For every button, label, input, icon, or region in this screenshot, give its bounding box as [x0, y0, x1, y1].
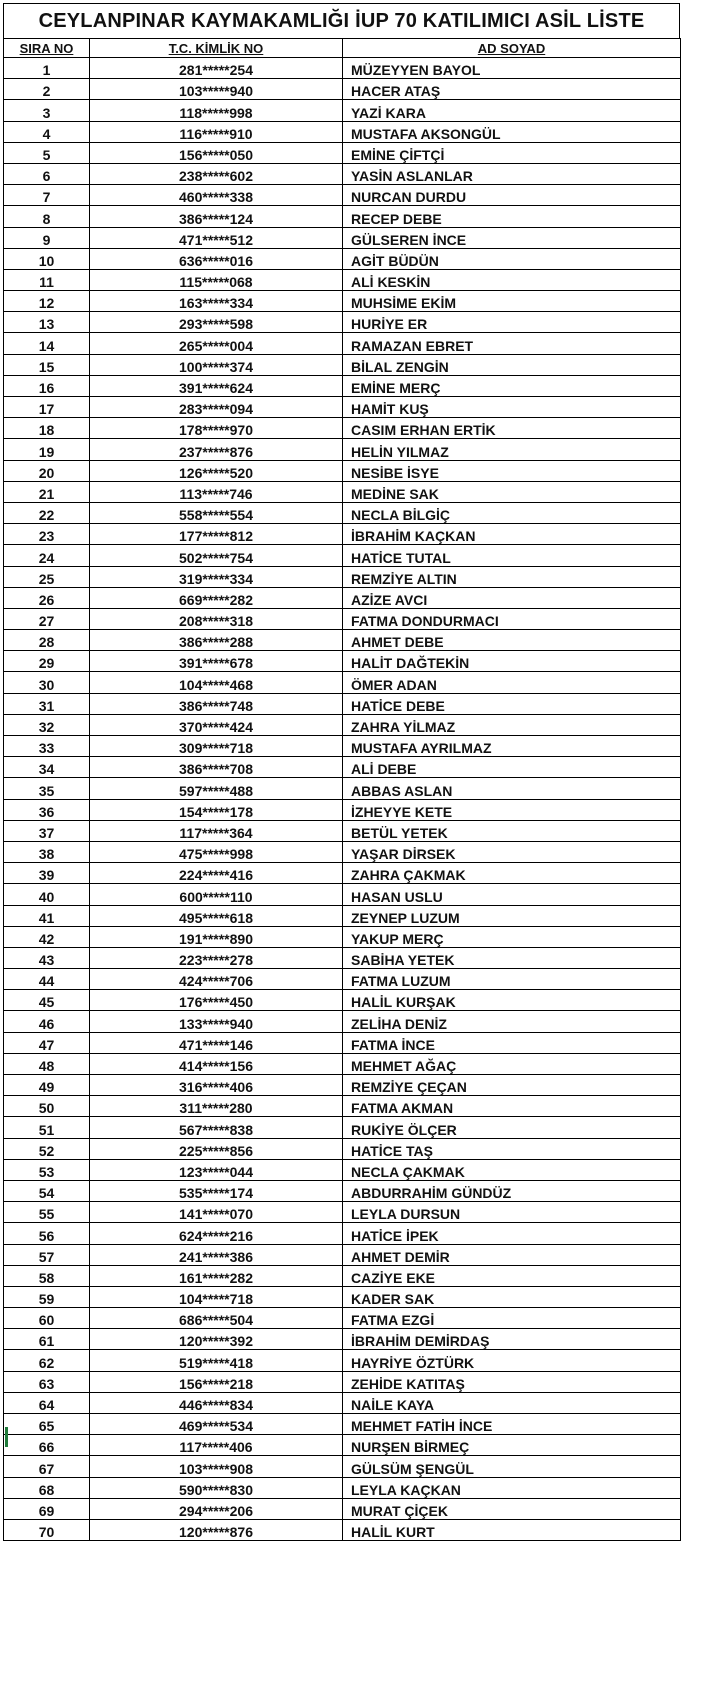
- tc-kimlik-no-cell[interactable]: 118*****998: [90, 100, 343, 121]
- table-row: [4, 714, 681, 735]
- ad-soyad-cell[interactable]: ABBAS ASLAN: [343, 778, 681, 799]
- tc-kimlik-no-cell[interactable]: 424*****706: [90, 969, 343, 990]
- table-row: [4, 820, 681, 841]
- tc-kimlik-no-cell[interactable]: 100*****374: [90, 354, 343, 375]
- ad-soyad-cell[interactable]: FATMA AKMAN: [343, 1096, 681, 1117]
- sira-no-cell[interactable]: 54: [4, 1180, 90, 1201]
- table-row: [4, 439, 681, 460]
- sira-no-cell[interactable]: 56: [4, 1223, 90, 1244]
- sira-no-cell[interactable]: 31: [4, 693, 90, 714]
- ad-soyad-cell[interactable]: HURİYE ER: [343, 312, 681, 333]
- sira-no-cell[interactable]: 21: [4, 481, 90, 502]
- sira-no-cell[interactable]: 9: [4, 227, 90, 248]
- table-row: [4, 1117, 681, 1138]
- sira-no-cell[interactable]: 49: [4, 1075, 90, 1096]
- sira-no-cell[interactable]: 7: [4, 185, 90, 206]
- tc-kimlik-no-cell[interactable]: 475*****998: [90, 841, 343, 862]
- sira-no-cell[interactable]: 63: [4, 1371, 90, 1392]
- sira-no-cell[interactable]: 60: [4, 1308, 90, 1329]
- table-row: [4, 1075, 681, 1096]
- sira-no-cell[interactable]: 52: [4, 1138, 90, 1159]
- table-row: [4, 947, 681, 968]
- table-row: [4, 608, 681, 629]
- table-row: [4, 545, 681, 566]
- sira-no-cell[interactable]: 45: [4, 990, 90, 1011]
- ad-soyad-cell[interactable]: ALİ KESKİN: [343, 269, 681, 290]
- sira-no-cell[interactable]: 70: [4, 1519, 90, 1540]
- tc-kimlik-no-cell[interactable]: 600*****110: [90, 884, 343, 905]
- tc-kimlik-no-cell[interactable]: 176*****450: [90, 990, 343, 1011]
- ad-soyad-cell[interactable]: MÜZEYYEN BAYOL: [343, 58, 681, 79]
- sira-no-cell[interactable]: 41: [4, 905, 90, 926]
- table-row: [4, 1308, 681, 1329]
- ad-soyad-cell[interactable]: NURŞEN BİRMEÇ: [343, 1435, 681, 1456]
- ad-soyad-cell[interactable]: RAMAZAN EBRET: [343, 333, 681, 354]
- sira-no-cell[interactable]: 10: [4, 248, 90, 269]
- sira-no-cell[interactable]: 55: [4, 1202, 90, 1223]
- tc-kimlik-no-cell[interactable]: 495*****618: [90, 905, 343, 926]
- table-row: [4, 926, 681, 947]
- table-row: [4, 481, 681, 502]
- tc-kimlik-no-cell[interactable]: 117*****364: [90, 820, 343, 841]
- sira-no-cell[interactable]: 27: [4, 608, 90, 629]
- tc-kimlik-no-cell[interactable]: 519*****418: [90, 1350, 343, 1371]
- tc-kimlik-no-cell[interactable]: 469*****534: [90, 1414, 343, 1435]
- ad-soyad-cell[interactable]: RUKİYE ÖLÇER: [343, 1117, 681, 1138]
- ad-soyad-cell[interactable]: YAKUP MERÇ: [343, 926, 681, 947]
- ad-soyad-cell[interactable]: ZELİHA DENİZ: [343, 1011, 681, 1032]
- ad-soyad-cell[interactable]: İBRAHİM KAÇKAN: [343, 524, 681, 545]
- sira-no-cell[interactable]: 46: [4, 1011, 90, 1032]
- tc-kimlik-no-cell[interactable]: 113*****746: [90, 481, 343, 502]
- ad-soyad-cell[interactable]: HAMİT KUŞ: [343, 397, 681, 418]
- table-row: [4, 672, 681, 693]
- tc-kimlik-no-cell[interactable]: 225*****856: [90, 1138, 343, 1159]
- sira-no-cell[interactable]: 62: [4, 1350, 90, 1371]
- tc-kimlik-no-cell[interactable]: 103*****908: [90, 1456, 343, 1477]
- ad-soyad-cell[interactable]: YAZİ KARA: [343, 100, 681, 121]
- table-row: [4, 1244, 681, 1265]
- tc-kimlik-no-cell[interactable]: 590*****830: [90, 1477, 343, 1498]
- tc-kimlik-no-cell[interactable]: 311*****280: [90, 1096, 343, 1117]
- ad-soyad-cell[interactable]: HALİL KURŞAK: [343, 990, 681, 1011]
- sira-no-cell[interactable]: 22: [4, 502, 90, 523]
- table-row: [4, 248, 681, 269]
- table-row: [4, 312, 681, 333]
- tc-kimlik-no-cell[interactable]: 115*****068: [90, 269, 343, 290]
- tc-kimlik-no-cell[interactable]: 309*****718: [90, 736, 343, 757]
- table-row: [4, 1414, 681, 1435]
- sira-no-cell[interactable]: 5: [4, 142, 90, 163]
- ad-soyad-cell[interactable]: GÜLSEREN İNCE: [343, 227, 681, 248]
- table-row: [4, 1371, 681, 1392]
- sira-no-cell[interactable]: 8: [4, 206, 90, 227]
- table-row: [4, 1477, 681, 1498]
- sira-no-cell[interactable]: 35: [4, 778, 90, 799]
- ad-soyad-cell[interactable]: REMZİYE ÇEÇAN: [343, 1075, 681, 1096]
- ad-soyad-cell[interactable]: ALİ DEBE: [343, 757, 681, 778]
- table-row: [4, 736, 681, 757]
- ad-soyad-cell[interactable]: HAYRİYE ÖZTÜRK: [343, 1350, 681, 1371]
- table-body: [4, 58, 681, 1541]
- sira-no-cell[interactable]: 2: [4, 79, 90, 100]
- sira-no-cell[interactable]: 50: [4, 1096, 90, 1117]
- table-row: [4, 354, 681, 375]
- ad-soyad-cell[interactable]: ZAHRA ÇAKMAK: [343, 863, 681, 884]
- tc-kimlik-no-cell[interactable]: 123*****044: [90, 1159, 343, 1180]
- sira-no-cell[interactable]: 33: [4, 736, 90, 757]
- table-row: [4, 1286, 681, 1307]
- ad-soyad-cell[interactable]: FATMA EZGİ: [343, 1308, 681, 1329]
- sira-no-cell[interactable]: 32: [4, 714, 90, 735]
- tc-kimlik-no-cell[interactable]: 502*****754: [90, 545, 343, 566]
- tc-kimlik-no-cell[interactable]: 319*****334: [90, 566, 343, 587]
- tc-kimlik-no-cell[interactable]: 624*****216: [90, 1223, 343, 1244]
- table-row: [4, 587, 681, 608]
- ad-soyad-cell[interactable]: BETÜL YETEK: [343, 820, 681, 841]
- ad-soyad-cell[interactable]: AGİT BÜDÜN: [343, 248, 681, 269]
- ad-soyad-cell[interactable]: HACER ATAŞ: [343, 79, 681, 100]
- participant-table: [3, 38, 681, 1541]
- tc-kimlik-no-cell[interactable]: 414*****156: [90, 1053, 343, 1074]
- tc-kimlik-no-cell[interactable]: 126*****520: [90, 460, 343, 481]
- tc-kimlik-no-cell[interactable]: 238*****602: [90, 163, 343, 184]
- sira-no-cell[interactable]: 64: [4, 1392, 90, 1413]
- table-row: [4, 693, 681, 714]
- ad-soyad-cell[interactable]: EMİNE MERÇ: [343, 375, 681, 396]
- sira-no-cell[interactable]: 14: [4, 333, 90, 354]
- sira-no-cell[interactable]: 38: [4, 841, 90, 862]
- table-row: [4, 1435, 681, 1456]
- tc-kimlik-no-cell[interactable]: 223*****278: [90, 947, 343, 968]
- ad-soyad-cell[interactable]: GÜLSÜM ŞENGÜL: [343, 1456, 681, 1477]
- table-row: [4, 1392, 681, 1413]
- ad-soyad-cell[interactable]: ZEYNEP LUZUM: [343, 905, 681, 926]
- ad-soyad-cell[interactable]: HATİCE DEBE: [343, 693, 681, 714]
- sira-no-cell[interactable]: 47: [4, 1032, 90, 1053]
- table-row: [4, 1011, 681, 1032]
- tc-kimlik-no-cell[interactable]: 104*****468: [90, 672, 343, 693]
- tc-kimlik-no-cell[interactable]: 471*****146: [90, 1032, 343, 1053]
- tc-kimlik-no-cell[interactable]: 161*****282: [90, 1265, 343, 1286]
- ad-soyad-cell[interactable]: NESİBE İSYE: [343, 460, 681, 481]
- ad-soyad-cell[interactable]: MUSTAFA AKSONGÜL: [343, 121, 681, 142]
- ad-soyad-cell[interactable]: HATİCE İPEK: [343, 1223, 681, 1244]
- tc-kimlik-no-cell[interactable]: 294*****206: [90, 1498, 343, 1519]
- table-row: [4, 1159, 681, 1180]
- sira-no-cell[interactable]: 69: [4, 1498, 90, 1519]
- table-row: [4, 1223, 681, 1244]
- table-row: [4, 502, 681, 523]
- tc-kimlik-no-cell[interactable]: 224*****416: [90, 863, 343, 884]
- ad-soyad-cell[interactable]: YASİN ASLANLAR: [343, 163, 681, 184]
- table-row: [4, 79, 681, 100]
- tc-kimlik-no-cell[interactable]: 154*****178: [90, 799, 343, 820]
- sira-no-cell[interactable]: 66: [4, 1435, 90, 1456]
- tc-kimlik-no-cell[interactable]: 386*****124: [90, 206, 343, 227]
- tc-kimlik-no-cell[interactable]: 669*****282: [90, 587, 343, 608]
- table-row: [4, 1456, 681, 1477]
- sira-no-cell[interactable]: 1: [4, 58, 90, 79]
- tc-kimlik-no-cell[interactable]: 116*****910: [90, 121, 343, 142]
- tc-kimlik-no-cell[interactable]: 567*****838: [90, 1117, 343, 1138]
- sira-no-cell[interactable]: 68: [4, 1477, 90, 1498]
- table-row: [4, 269, 681, 290]
- table-row: [4, 397, 681, 418]
- sira-no-cell[interactable]: 57: [4, 1244, 90, 1265]
- sira-no-cell[interactable]: 65: [4, 1414, 90, 1435]
- ad-soyad-cell[interactable]: KADER SAK: [343, 1286, 681, 1307]
- table-row: [4, 863, 681, 884]
- sira-no-cell[interactable]: 4: [4, 121, 90, 142]
- tc-kimlik-no-cell[interactable]: 156*****218: [90, 1371, 343, 1392]
- table-row: [4, 100, 681, 121]
- sira-no-cell[interactable]: 15: [4, 354, 90, 375]
- sira-no-cell[interactable]: 13: [4, 312, 90, 333]
- table-row: [4, 1350, 681, 1371]
- ad-soyad-cell[interactable]: ABDURRAHİM GÜNDÜZ: [343, 1180, 681, 1201]
- sira-no-cell[interactable]: 3: [4, 100, 90, 121]
- sira-no-cell[interactable]: 59: [4, 1286, 90, 1307]
- ad-soyad-cell[interactable]: AZİZE AVCI: [343, 587, 681, 608]
- tc-kimlik-no-cell[interactable]: 535*****174: [90, 1180, 343, 1201]
- table-row: [4, 757, 681, 778]
- ad-soyad-cell[interactable]: MEDİNE SAK: [343, 481, 681, 502]
- tc-kimlik-no-cell[interactable]: 133*****940: [90, 1011, 343, 1032]
- sira-no-cell[interactable]: 18: [4, 418, 90, 439]
- ad-soyad-cell[interactable]: ZAHRA YİLMAZ: [343, 714, 681, 735]
- ad-soyad-cell[interactable]: FATMA DONDURMACI: [343, 608, 681, 629]
- sira-no-cell[interactable]: 42: [4, 926, 90, 947]
- ad-soyad-cell[interactable]: HALİL KURT: [343, 1519, 681, 1540]
- table-row: [4, 460, 681, 481]
- ad-soyad-cell[interactable]: CAZİYE EKE: [343, 1265, 681, 1286]
- sira-no-cell[interactable]: 28: [4, 630, 90, 651]
- tc-kimlik-no-cell[interactable]: 471*****512: [90, 227, 343, 248]
- ad-soyad-cell[interactable]: LEYLA DURSUN: [343, 1202, 681, 1223]
- ad-soyad-cell[interactable]: FATMA LUZUM: [343, 969, 681, 990]
- table-row: [4, 799, 681, 820]
- ad-soyad-cell[interactable]: ZEHİDE KATITAŞ: [343, 1371, 681, 1392]
- tc-kimlik-no-cell[interactable]: 177*****812: [90, 524, 343, 545]
- table-row: [4, 1498, 681, 1519]
- tc-kimlik-no-cell[interactable]: 191*****890: [90, 926, 343, 947]
- table-row: [4, 651, 681, 672]
- tc-kimlik-no-cell[interactable]: 120*****392: [90, 1329, 343, 1350]
- sira-no-cell[interactable]: 19: [4, 439, 90, 460]
- sira-no-cell[interactable]: 17: [4, 397, 90, 418]
- table-row: [4, 1329, 681, 1350]
- sira-no-cell[interactable]: 6: [4, 163, 90, 184]
- table-row: [4, 1053, 681, 1074]
- tc-kimlik-no-cell[interactable]: 597*****488: [90, 778, 343, 799]
- tc-kimlik-no-cell[interactable]: 293*****598: [90, 312, 343, 333]
- ad-soyad-cell[interactable]: LEYLA KAÇKAN: [343, 1477, 681, 1498]
- table-row: [4, 884, 681, 905]
- sira-no-cell[interactable]: 23: [4, 524, 90, 545]
- tc-kimlik-no-cell[interactable]: 104*****718: [90, 1286, 343, 1307]
- sira-no-cell[interactable]: 37: [4, 820, 90, 841]
- ad-soyad-cell[interactable]: CASIM ERHAN ERTİK: [343, 418, 681, 439]
- ad-soyad-cell[interactable]: HATİCE TAŞ: [343, 1138, 681, 1159]
- table-row: [4, 630, 681, 651]
- sira-no-cell[interactable]: 16: [4, 375, 90, 396]
- ad-soyad-cell[interactable]: FATMA İNCE: [343, 1032, 681, 1053]
- header-row: [4, 39, 681, 58]
- ad-soyad-cell[interactable]: MEHMET FATİH İNCE: [343, 1414, 681, 1435]
- tc-kimlik-no-cell[interactable]: 120*****876: [90, 1519, 343, 1540]
- ad-soyad-cell[interactable]: NURCAN DURDU: [343, 185, 681, 206]
- sira-no-cell[interactable]: 40: [4, 884, 90, 905]
- tc-kimlik-no-cell[interactable]: 370*****424: [90, 714, 343, 735]
- tc-kimlik-no-cell[interactable]: 141*****070: [90, 1202, 343, 1223]
- tc-kimlik-no-cell[interactable]: 558*****554: [90, 502, 343, 523]
- sira-no-cell[interactable]: 25: [4, 566, 90, 587]
- header-sira-no[interactable]: SIRA NO: [4, 39, 90, 58]
- tc-kimlik-no-cell[interactable]: 391*****624: [90, 375, 343, 396]
- tc-kimlik-no-cell[interactable]: 386*****708: [90, 757, 343, 778]
- tc-kimlik-no-cell[interactable]: 103*****940: [90, 79, 343, 100]
- table-row: [4, 206, 681, 227]
- sira-no-cell[interactable]: 39: [4, 863, 90, 884]
- ad-soyad-cell[interactable]: NECLA ÇAKMAK: [343, 1159, 681, 1180]
- ad-soyad-cell[interactable]: EMİNE ÇİFTÇİ: [343, 142, 681, 163]
- ad-soyad-cell[interactable]: İZHEYYE KETE: [343, 799, 681, 820]
- ad-soyad-cell[interactable]: NECLA BİLGİÇ: [343, 502, 681, 523]
- tc-kimlik-no-cell[interactable]: 316*****406: [90, 1075, 343, 1096]
- table-row: [4, 566, 681, 587]
- page-title: CEYLANPINAR KAYMAKAMLIĞI İUP 70 KATILIMICI ASİL LİSTE: [3, 3, 680, 38]
- ad-soyad-cell[interactable]: HATİCE TUTAL: [343, 545, 681, 566]
- sira-no-cell[interactable]: 12: [4, 291, 90, 312]
- tc-kimlik-no-cell[interactable]: 281*****254: [90, 58, 343, 79]
- header-ad-soyad[interactable]: AD SOYAD: [343, 39, 681, 58]
- ad-soyad-cell[interactable]: MEHMET AĞAÇ: [343, 1053, 681, 1074]
- tc-kimlik-no-cell[interactable]: 460*****338: [90, 185, 343, 206]
- ad-soyad-cell[interactable]: İBRAHİM DEMİRDAŞ: [343, 1329, 681, 1350]
- tc-kimlik-no-cell[interactable]: 208*****318: [90, 608, 343, 629]
- table-row: [4, 375, 681, 396]
- tc-kimlik-no-cell[interactable]: 636*****016: [90, 248, 343, 269]
- ad-soyad-cell[interactable]: AHMET DEMİR: [343, 1244, 681, 1265]
- table-row: [4, 142, 681, 163]
- tc-kimlik-no-cell[interactable]: 265*****004: [90, 333, 343, 354]
- table-row: [4, 969, 681, 990]
- ad-soyad-cell[interactable]: MUSTAFA AYRILMAZ: [343, 736, 681, 757]
- sira-no-cell[interactable]: 61: [4, 1329, 90, 1350]
- tc-kimlik-no-cell[interactable]: 391*****678: [90, 651, 343, 672]
- table-row: [4, 1265, 681, 1286]
- tc-kimlik-no-cell[interactable]: 446*****834: [90, 1392, 343, 1413]
- tc-kimlik-no-cell[interactable]: 163*****334: [90, 291, 343, 312]
- table-row: [4, 841, 681, 862]
- table-row: [4, 1138, 681, 1159]
- sira-no-cell[interactable]: 29: [4, 651, 90, 672]
- sira-no-cell[interactable]: 20: [4, 460, 90, 481]
- ad-soyad-cell[interactable]: SABİHA YETEK: [343, 947, 681, 968]
- tc-kimlik-no-cell[interactable]: 386*****288: [90, 630, 343, 651]
- tc-kimlik-no-cell[interactable]: 237*****876: [90, 439, 343, 460]
- table-row: [4, 333, 681, 354]
- sira-no-cell[interactable]: 11: [4, 269, 90, 290]
- spreadsheet: [3, 3, 680, 1541]
- table-row: [4, 1096, 681, 1117]
- ad-soyad-cell[interactable]: HASAN USLU: [343, 884, 681, 905]
- sira-no-cell[interactable]: 53: [4, 1159, 90, 1180]
- table-row: [4, 1519, 681, 1540]
- ad-soyad-cell[interactable]: RECEP DEBE: [343, 206, 681, 227]
- table-row: [4, 163, 681, 184]
- tc-kimlik-no-cell[interactable]: 686*****504: [90, 1308, 343, 1329]
- ad-soyad-cell[interactable]: REMZİYE ALTIN: [343, 566, 681, 587]
- ad-soyad-cell[interactable]: ÖMER ADAN: [343, 672, 681, 693]
- sira-no-cell[interactable]: 24: [4, 545, 90, 566]
- sira-no-cell[interactable]: 30: [4, 672, 90, 693]
- tc-kimlik-no-cell[interactable]: 283*****094: [90, 397, 343, 418]
- cell-selection-marker: [5, 1427, 8, 1447]
- table-row: [4, 778, 681, 799]
- tc-kimlik-no-cell[interactable]: 178*****970: [90, 418, 343, 439]
- ad-soyad-cell[interactable]: YAŞAR DİRSEK: [343, 841, 681, 862]
- ad-soyad-cell[interactable]: HALİT DAĞTEKİN: [343, 651, 681, 672]
- ad-soyad-cell[interactable]: MURAT ÇİÇEK: [343, 1498, 681, 1519]
- table-row: [4, 1032, 681, 1053]
- table-row: [4, 185, 681, 206]
- sira-no-cell[interactable]: 34: [4, 757, 90, 778]
- sira-no-cell[interactable]: 43: [4, 947, 90, 968]
- table-row: [4, 524, 681, 545]
- table-row: [4, 1202, 681, 1223]
- table-row: [4, 291, 681, 312]
- sira-no-cell[interactable]: 36: [4, 799, 90, 820]
- tc-kimlik-no-cell[interactable]: 156*****050: [90, 142, 343, 163]
- ad-soyad-cell[interactable]: MUHSİME EKİM: [343, 291, 681, 312]
- table-row: [4, 990, 681, 1011]
- table-row: [4, 418, 681, 439]
- sira-no-cell[interactable]: 51: [4, 1117, 90, 1138]
- ad-soyad-cell[interactable]: NAİLE KAYA: [343, 1392, 681, 1413]
- sira-no-cell[interactable]: 44: [4, 969, 90, 990]
- table-row: [4, 1180, 681, 1201]
- tc-kimlik-no-cell[interactable]: 241*****386: [90, 1244, 343, 1265]
- header-tc-kimlik-no[interactable]: T.C. KİMLİK NO: [90, 39, 343, 58]
- tc-kimlik-no-cell[interactable]: 117*****406: [90, 1435, 343, 1456]
- ad-soyad-cell[interactable]: HELİN YILMAZ: [343, 439, 681, 460]
- table-row: [4, 121, 681, 142]
- ad-soyad-cell[interactable]: AHMET DEBE: [343, 630, 681, 651]
- ad-soyad-cell[interactable]: BİLAL ZENGİN: [343, 354, 681, 375]
- table-row: [4, 905, 681, 926]
- table-row: [4, 227, 681, 248]
- table-row: [4, 58, 681, 79]
- sira-no-cell[interactable]: 58: [4, 1265, 90, 1286]
- sira-no-cell[interactable]: 48: [4, 1053, 90, 1074]
- tc-kimlik-no-cell[interactable]: 386*****748: [90, 693, 343, 714]
- sira-no-cell[interactable]: 67: [4, 1456, 90, 1477]
- sira-no-cell[interactable]: 26: [4, 587, 90, 608]
